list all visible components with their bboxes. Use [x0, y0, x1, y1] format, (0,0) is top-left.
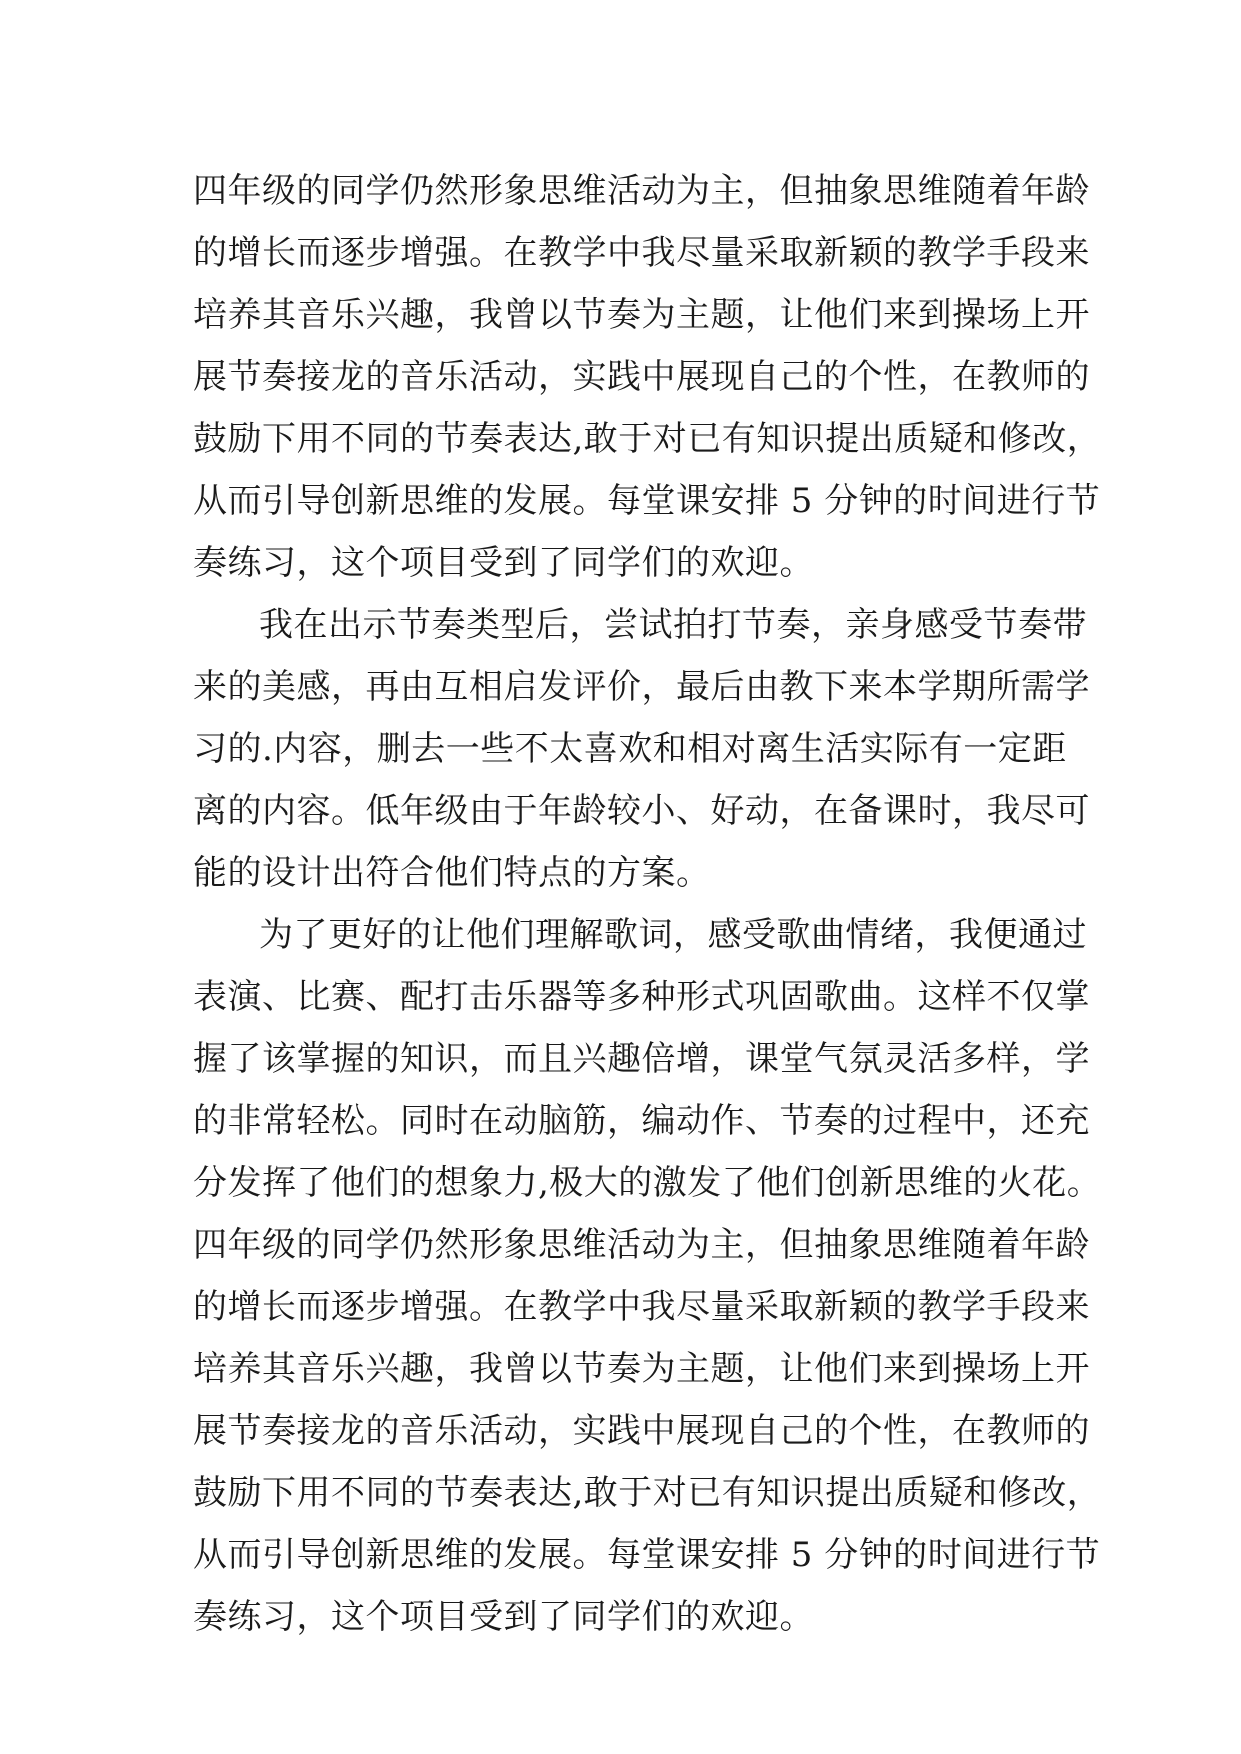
- text-line: 握了该掌握的知识，而且兴趣倍增，课堂气氛灵活多样，学: [193, 1039, 1090, 1079]
- text-line: 四年级的同学仍然形象思维活动为主，但抽象思维随着年龄: [193, 1225, 1090, 1265]
- text-line: 培养其音乐兴趣，我曾以节奏为主题，让他们来到操场上开: [193, 1349, 1090, 1389]
- text-line: 离的内容。低年级由于年龄较小、好动，在备课时，我尽可: [193, 791, 1090, 831]
- text-line: 分发挥了他们的想象力,极大的激发了他们创新思维的火花。: [193, 1163, 1102, 1203]
- text-line: 鼓励下用不同的节奏表达,敢于对已有知识提出质疑和修改，: [193, 419, 1102, 459]
- text-line: 从而引导创新思维的发展。每堂课安排 5 分钟的时间进行节: [193, 481, 1101, 521]
- body-text: [193, 160, 1102, 1648]
- paragraph-first-line: 我在出示节奏类型后，尝试拍打节奏，亲身感受节奏带: [259, 605, 1087, 645]
- text-line: 四年级的同学仍然形象思维活动为主，但抽象思维随着年龄: [193, 171, 1090, 211]
- text-line: 奏练习，这个项目受到了同学们的欢迎。: [193, 1597, 814, 1637]
- text-line: 能的设计出符合他们特点的方案。: [193, 853, 711, 893]
- text-line: 展节奏接龙的音乐活动，实践中展现自己的个性，在教师的: [193, 1411, 1090, 1451]
- text-line: 展节奏接龙的音乐活动，实践中展现自己的个性，在教师的: [193, 357, 1090, 397]
- text-line: 培养其音乐兴趣，我曾以节奏为主题，让他们来到操场上开: [193, 295, 1090, 335]
- text-line: 奏练习，这个项目受到了同学们的欢迎。: [193, 543, 814, 583]
- text-line: 来的美感，再由互相启发评价，最后由教下来本学期所需学: [193, 667, 1090, 707]
- text-line: 鼓励下用不同的节奏表达,敢于对已有知识提出质疑和修改，: [193, 1473, 1102, 1513]
- text-line: 表演、比赛、配打击乐器等多种形式巩固歌曲。这样不仅掌: [193, 977, 1090, 1017]
- text-line: 的非常轻松。同时在动脑筋，编动作、节奏的过程中，还充: [193, 1101, 1090, 1141]
- text-line: 的增长而逐步增强。在教学中我尽量采取新颖的教学手段来: [193, 1287, 1090, 1327]
- text-line: 从而引导创新思维的发展。每堂课安排 5 分钟的时间进行节: [193, 1535, 1101, 1575]
- text-line: 的增长而逐步增强。在教学中我尽量采取新颖的教学手段来: [193, 233, 1090, 273]
- text-line: 习的.内容，删去一些不太喜欢和相对离生活实际有一定距: [193, 729, 1067, 769]
- paragraph-first-line: 为了更好的让他们理解歌词，感受歌曲情绪，我便通过: [259, 915, 1087, 955]
